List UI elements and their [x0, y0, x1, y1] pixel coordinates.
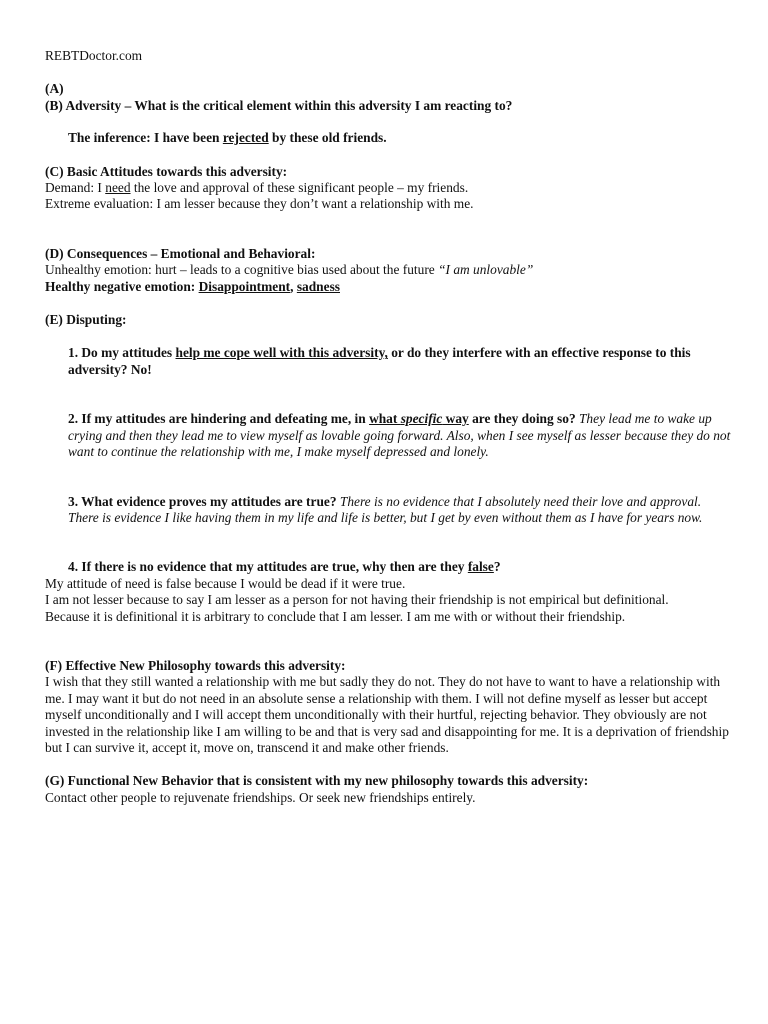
section-f-heading: (F) Effective New Philosophy towards this adversity: — [45, 657, 346, 673]
healthy-emotion-line: Healthy negative emotion: Disappointment, sadness — [45, 278, 340, 294]
demand-line: Demand: I need the love and approval of these significant people – my friends. — [45, 180, 469, 196]
underlined-disappointment: Disappointment — [198, 278, 291, 294]
dispute-question-2: 2. If my attitudes are hindering and defeating me, in what specific way are they doing so? They lead me to wake up crying and then they lead me to view myself as lovable going forward. Also, when I see myself as lesser because they do not want to continue the relationship with me, I make myself depressed and lonely. — [68, 411, 731, 460]
section-b-heading: (B) Adversity – What is the critical element within this adversity I am reacting to? — [45, 97, 513, 113]
underlined-need: need — [105, 180, 131, 196]
document-page — [45, 48, 735, 806]
unhealthy-emotion-line: Unhealthy emotion: hurt – leads to a cognitive bias used about the future “I am unlovable” — [45, 262, 534, 278]
dispute-answer-4-line-1: My attitude of need is false because I would be dead if it were true. — [45, 575, 406, 591]
underlined-rejected: rejected — [222, 130, 269, 146]
underlined-false: false — [467, 559, 494, 575]
section-d-heading: (D) Consequences – Emotional and Behavioral: — [45, 245, 316, 261]
extreme-evaluation-line: Extreme evaluation: I am lesser because they don’t want a relationship with me. — [45, 196, 474, 212]
dispute-question-4: 4. If there is no evidence that my attitudes are true, why then are they false? — [68, 559, 501, 575]
dispute-answer-2: They lead me to wake up crying and then they lead me to view myself as lovable going forward. Also, when I see myself as lesser because they do not want to continue the relationship with me, I make myself depressed and lonely. — [68, 411, 731, 460]
section-g-heading: (G) Functional New Behavior that is consistent with my new philosophy towards this adversity: — [45, 773, 589, 789]
section-f-body: I wish that they still wanted a relationship with me but sadly they do not. They do not have to want to have a relationship with me. I may want it but do not need in an absolute sense a relationship with them. I will not define myself as lesser but accept myself unconditionally and I will accept them unconditionally with their hurtful, rejecting behavior. They obviously are not invested in the relationship like I am willing to be and that is very sad and disappointing for me. It is a deprivation of friendship but I can survive it, accept it, move on, transcend it and make other friends. — [45, 674, 729, 755]
section-c-heading: (C) Basic Attitudes towards this adversity: — [45, 163, 288, 179]
dispute-question-1: 1. Do my attitudes help me cope well with this adversity, or do they interfere with an effective response to this adversity? No! — [68, 345, 691, 377]
inference-line: The inference: I have been rejected by these old friends. — [68, 130, 387, 146]
section-g-body: Contact other people to rejuvenate friendships. Or seek new friendships entirely. — [45, 789, 476, 805]
dispute-answer-3: There is no evidence that I absolutely need their love and approval. There is evidence I like having them in my life and life is better, but I get by even without them as I have for years now. — [68, 493, 703, 525]
section-a-label: (A) — [45, 81, 64, 97]
dispute-answer-4-line-2: I am not lesser because to say I am lesser as a person for not having their friendship is not empirical but definitional. — [45, 592, 669, 608]
site-name: REBTDoctor.com — [45, 48, 143, 63]
dispute-answer-4-line-3: Because it is definitional it is arbitrary to conclude that I am lesser. I am me with or without their friendship. — [45, 608, 626, 624]
unlovable-quote: “I am unlovable” — [438, 262, 534, 278]
dispute-question-3: 3. What evidence proves my attitudes are true? There is no evidence that I absolutely need their love and approval. There is evidence I like having them in my life and life is better, but I get by even without them as I have for years now. — [68, 493, 703, 525]
underlined-sadness: sadness — [296, 278, 340, 294]
section-e-heading: (E) Disputing: — [45, 312, 127, 328]
underlined-cope: help me cope well with this adversity, — [175, 345, 388, 361]
